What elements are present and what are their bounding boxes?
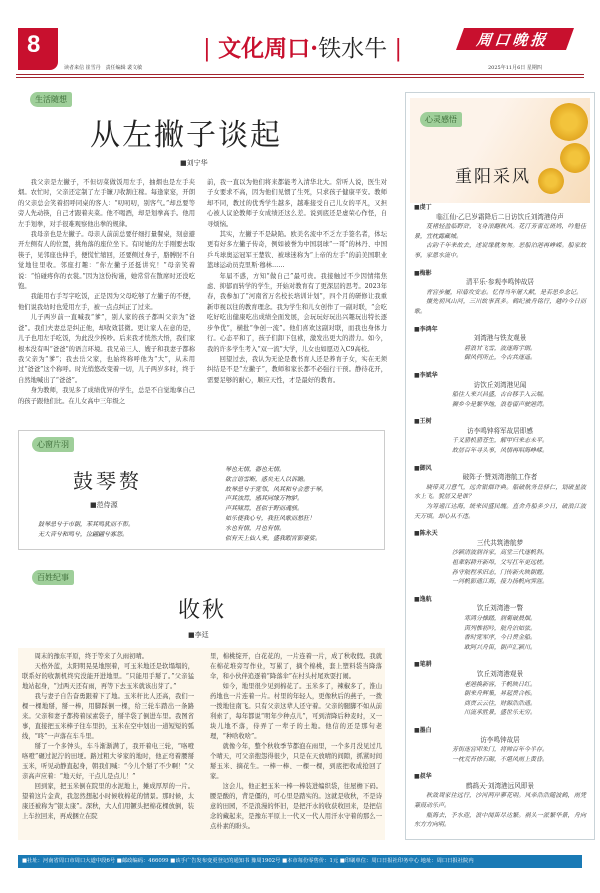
poem-title: 临江仙·乙巳岁霜降后二日访饮丘刘湾港侍声	[436, 212, 564, 221]
poem-line: 朝来舟辉集，昇起贯合栎。	[463, 690, 536, 698]
paragraph: 身为教师，我见多了成绩优异的学生，总是不自觉地拿自己的孩子跟他们比。在儿女高中三年级之	[18, 387, 195, 405]
poem-line: 老港换新容，千帆映日红。	[463, 680, 536, 688]
paragraph: 如今，地里很少见到棉花了。玉米多了，辣椒多了，淮山药地也一片连着一片。村里的年轻人，更像秋后的燕子，一拨一拨地往南飞。只有父亲这辈人还守着。父亲的腿脚不如从前利索了，每年都说“明年少种点儿”，可到清降后种麦时，又一块儿地不落，侍弄了一辈子的土地。他信的还是那句老理，“种啥收啥”。	[210, 683, 382, 740]
poem-author: ■御风	[414, 464, 432, 472]
poem-title: 饮丘刘湾港一瞥	[476, 604, 524, 613]
poem-line: 声其啸焉，甚似于野而魂骇。	[225, 505, 304, 513]
poem-paragraph: 攘先初风山河，三川故事真多。鹤纪被舟铭行，越吟今日而歌。	[414, 298, 586, 315]
paragraph: 我能用右手写字吃饭，正是因为父母吃够了左撇子的不便，他们说我幼时也爱用左手，被一点点纠正了过来。	[18, 293, 195, 311]
article-author: ■刘宁华	[180, 159, 208, 167]
issue-date: 2025年11月6日 星期四	[488, 65, 542, 71]
poem-paragraph: 古韵千年来故去，述说缘就匆匆。恶船泊港再峥嵘。船家故事，家恩水流中。	[414, 242, 586, 259]
poem-paragraph: 秋敛周家往远行，沙河两岸蓼花明。风牵浩浩随波鹤，雨凭蒹葭动乐声。	[414, 792, 586, 810]
poem-line: 御风何所止，今古共逐遥。	[463, 354, 536, 362]
poem-entry	[414, 371, 586, 409]
poem-entry	[414, 325, 586, 363]
poem-paragraph: 芨褚轻盈临野浒，飞身滚翻秋风。花汀芳蕾近斑鸠，吟魁佳景，宜枕露藏城。	[414, 223, 586, 240]
poem-list	[414, 203, 586, 838]
poem-line: 狮乡今是繁华地，浪卷留声驶港湾。	[451, 400, 548, 408]
poem-paragraph: 青宫步履，印盾攻安志。忆得当年屠大献，是若思乡念记。	[426, 288, 583, 296]
subsection-title: 铁水牛	[318, 36, 388, 62]
column-tag: 心窗片羽	[32, 437, 74, 452]
paragraph: 我母亲也是左撇子。母亲人前前总要仔细打量餐桌，刻意避开左侧有人的位置，挑角落的座位坐下。有时她的左手刚要去取筷子，见邻座也伸手，便慌忙缩回，还要侧过身子，胳膊肘不自觉地往里收。邻座打趣：“你左撇子还挺讲究！”母亲笑着说：“怕碰疼你的衣裳。”因为这份拘谨，她常常在散席时还没吃饱。	[18, 231, 195, 291]
editor-credits: 读者来信 崔雪丹 责任编辑 裴文敏	[64, 65, 143, 71]
poem-author: ■梅影	[414, 269, 432, 277]
paragraph: 回望过去，我认为无论是教书育人还是养育子女，实在无须纠结是不是“左撇子”，教师和家长都不必强行干预。静待花开，需要足够的耐心，顺应天性，才是最好的教育。	[207, 355, 387, 384]
poem-line: 故琴忌兮于宽邻，风其和兮会意于琴。	[225, 485, 328, 493]
poem-entry	[414, 772, 586, 830]
poem-entry	[414, 595, 586, 653]
separator: ·	[310, 35, 319, 62]
poem-line: 商贾云云往，财源浩浩通。	[463, 699, 536, 707]
article-title: 鼓琴赘	[73, 469, 142, 493]
section-title: 文化周口	[218, 35, 311, 62]
article-column	[210, 652, 382, 832]
poem-line: 一枕荒苔徐石砌，不堪风雨上黄昏。	[451, 755, 548, 763]
poem-line: 寒鸿分操踏，润菊破晨烟。	[463, 614, 536, 622]
poem-line: 川流承胜景，盛世乐无穷。	[463, 709, 536, 717]
page-number: 8	[18, 28, 58, 70]
poem-author: ■王树	[414, 418, 432, 426]
poem-line: 琴也无情，器也无情。	[225, 466, 286, 473]
poem-line: 无大音兮和鸣兮，泣翩翩兮寡怨。	[38, 531, 129, 538]
article-column	[207, 178, 387, 386]
poem-line: 一河帆影通江海，接力扬帆向霁涯。	[451, 578, 548, 586]
poem-title: 访饮丘刘湾港见闻	[473, 380, 527, 389]
poem-line: 芳街迷宫叩朱门，将帅百年今半存。	[451, 746, 548, 754]
sidebar-title: 重阳采风	[455, 167, 531, 187]
poem-line: 碧浪甘飞雪，波逐海宇朗。	[463, 344, 536, 352]
article-column	[22, 652, 194, 822]
poem-line: 千叉猎机猎苍生，解甲归来志未平。	[451, 437, 548, 445]
article-author: ■李廷	[188, 631, 209, 639]
article-column	[18, 178, 195, 407]
poem-paragraph: 晓带灵刀意气，远舍银烟许典。船破航务岳驿仁，划破星波水上飞。貌居又是谁？	[414, 483, 586, 501]
poem-title: 鹧鸪天·刘湾港远风即景	[465, 781, 535, 790]
article-title: 收秋	[178, 598, 227, 623]
poem-line: 如乐使我心兮，我狂风歌而愁狂！	[225, 514, 316, 522]
footer-info: ■社址：河南省周口市周口大道中段6号 ■邮政编码：466099 ■该手广告发布变更登记的通知书 豫周1902号 ■本市每份零售价：1元 ■印刷单位：周口日报社印务中心 地址：周口日报社院内	[18, 855, 582, 868]
poem-line: 孙守航程承旧志，门传新火映朝霞。	[451, 568, 548, 576]
poem-line: 船往人来兴昌盛，古台移手入云端。	[451, 391, 548, 399]
poem-title: 饮丘刘湾港观景	[476, 669, 524, 678]
poem-title: 三代共筑港航梦	[476, 538, 524, 547]
paragraph: 前，我一直以为他们将来都能考入清华北大。常听人说，医生对子女要求不高，因为他们见惯了生死，只求孩子健康平安。教师却不同，教过的优秀学生越多，越难接受自己儿女的平凡，又担心被人议论教师子女成绩还这么差。说到底还是虚荣心作怪，自寻烦恼。	[207, 179, 387, 228]
poem-author: ■笔耕	[414, 661, 432, 669]
poem-entry	[414, 660, 586, 718]
poem-line: 祖辈躬耕开新埠，父写扛年更远槎。	[451, 559, 548, 566]
poem-author: ■叔华	[414, 773, 432, 781]
poem-paragraph: 为筹通江达海，统来因盛民魄。直舍舟船多少日，破浪江波天万顷。却心从不违。	[414, 503, 586, 520]
paragraph: 我与妻子自告奋勇跟着下了地。玉米秆比人还高，我们一棵一棵地掰，掰一棒，用脚踩倒一棵，给三轮车踏出一条路来。父亲和妻子都挎着尿素袋子，掰半袋了倒进车里。我图省事，直接把玉米棒子往车里扔，玉米在空中划出一道短短的弧线，“咚”一声落在车斗里。	[22, 693, 194, 740]
article-title: 从左撇子谈起	[90, 118, 282, 153]
poem-line: 欲言语雪断，惑矣无人以诉瞻。	[225, 475, 310, 483]
poem-line: 沙颍清波润谷家，高堂三代逐帆斜。	[451, 549, 548, 557]
poem-author: ■逸航	[414, 595, 432, 603]
paragraph: 就像今年，整个秋收季节都泡在雨里，一个多月没见过几个晴天，可父亲抱怨得很少，只是在天放晴的间隙，抓紧时间掰玉米、摘花生。一棒一棒、一棵一棵，到底把收成抢回了家。	[210, 743, 382, 780]
paragraph: 其实，左撇子不是缺陷。欧美名流中不乏左手签名者，体坛更有好多左撇子传奇，例如被誉为中国羽球“一哥”的林丹、中国乒乓球奥运冠军王楚钦、被球迷称为“上帝的左手”的前美国职业篮球运动员克里斯·穆林……	[207, 231, 387, 270]
poem-entry	[414, 417, 586, 455]
column-tag: 百姓纪事	[32, 570, 74, 585]
paragraph: 我父亲是左撇子，不但切菜做饭用左手，抽烟也是左手夹烟。农忙时，父亲还定制了左手镰刀收割庄稼。每逢家宴，开朗的父亲总会笑着招呼同桌的客人：“叨叨叨，别客气。”却总要等旁人先动筷，自己才跟着夹菜。他不喝酒，却是划拳高手。他用左手划拳，对手很难观察他出拳的规律。	[18, 179, 195, 228]
paragraph: 这会儿，他正把玉米一棒一棒装进编织袋，往屋檐下码。腰是酸的，背是僵的，可心里是踏实的。这就是收秋，不是诗意的田园，不是浪漫的怀旧，是把汗水的收获收回来，是把信念的藏起来，是豫东平原上一代又一代人用汗水守着的那么一点朴素的盼头。	[210, 783, 382, 830]
paragraph: 里，棉桃绽开，白花花的，一片连着一片，成了秋收假。我就在棉花堆旁写作业，写累了，摘个棉桃，套上塑料袋当降落伞，和小伙伴追逐着“降落伞”在村头村尾欢耍打闹。	[210, 653, 382, 680]
poem-line: 欧阿兴舟笛，朝声汇颍川。	[463, 643, 536, 651]
poem-title: 刘湾港与铁友观景	[473, 334, 527, 343]
column-tag: 心灵感悟	[420, 112, 462, 127]
poem-body	[225, 465, 327, 543]
poem-author: ■虔丁	[414, 204, 432, 211]
paragraph: 年届不惑，方知“做自己”最可贵。我接触过不少因情绪焦虑、抑郁而转学的学生，开始对教育有了更深层的思考。2023年春，我参加了“河南省万名校长培训计划”，四个月的研修让我重新审视以往的教育理念。我为学生和儿女创作了一副对联，“会吃吃好吃出健康吃出成绩全面发展，会玩玩好玩出兴趣玩出特长逐步争优”，横批“争创一流”。他们喜欢这副对联，而我也身体力行。心态平和了，孩子们卸下包袱，激发出更大的潜力。如今，我的许多学生考入“双一流”大学，儿女也如愿迈入C9高校。	[207, 272, 387, 353]
poem-intro	[38, 520, 134, 540]
poem-title: 清平乐·参观李鸣钟故居	[465, 278, 535, 287]
paragraph: 回到家，把玉米倒在院里的水泥地上，摊成厚厚的一片。望着这片金黄，我忽然想起小时候收棉花的情景。那时候，太康还被称为“银太康”。深秋，大人们用镢头把棉花棵放倒，装上车拉回来，再成捆立在院	[22, 783, 194, 820]
poem-title: 访李鸣钟将军故居即感	[467, 426, 533, 435]
poem-title: 访李鸣钟故居	[480, 735, 520, 744]
poem-author: ■李斌华	[414, 371, 438, 379]
poem-line: 似有天上仙人来，盛我暇宵影婆娑。	[225, 534, 322, 542]
poem-line: 香时宽军序，今日贯金船。	[463, 634, 536, 642]
poem-author: ■墨白	[414, 726, 432, 734]
poem-line: 声其浊焉，感其同缘万物胪。	[225, 495, 304, 503]
article-author: ■范侍源	[90, 501, 118, 509]
paragraph: 周末的豫东平原，终于等来了久雨初晴。	[34, 653, 148, 660]
poem-title: 破阵子·赞刘湾港航工作者	[462, 473, 538, 482]
poem-entry	[414, 464, 586, 522]
poem-line: 鼓琴忌兮于市朝，苯其鸣犹而不彰。	[38, 521, 135, 528]
poem-line: 茵列惟初吟，航舟泊如弦。	[463, 624, 536, 632]
poem-author: ■李鸿年	[414, 325, 438, 333]
poem-entry	[414, 529, 586, 587]
newspaper-logo: 周口晚报	[456, 28, 574, 50]
poem-entry	[414, 726, 586, 764]
paragraph: 掰了一个多钟头，车斗渐渐满了，我开着电三轮，“咯噔咯噔”碾过泥泞的田埂。路过粗大爷家的地时，他正弯着腰掰玉米，听见动静直起身，朝我们喊：“今儿个掰了不少啊！”父亲高声应着：“地天好，干点儿是点儿！”	[22, 743, 194, 780]
poem-line: 故居百年寻头事，风情再唱海峥嵘。	[451, 447, 548, 455]
poem-line: 水也有情，月也有情。	[225, 524, 286, 532]
header-rule	[16, 74, 584, 78]
poem-entry	[414, 269, 586, 317]
poem-paragraph: 瓶海去，予水迎，浪中闻笛尽达繁。祸头一派繁华景，舟向东方方向明。	[414, 811, 586, 829]
poem-entry	[414, 203, 586, 261]
poem-author: ■陈永天	[414, 530, 438, 538]
column-tag: 生活随想	[30, 92, 72, 107]
paragraph: 天格外蓝，太阳明晃晃地照着，可玉米地还是软塌塌的，联系好的收割机终究没能开进地里。“只能用手掰了。”父亲猛地站起身，“过两天还有雨，再等下去玉米就该出芽了。”	[22, 663, 194, 690]
paragraph: 儿子两岁前一直喊我“爹”，别人家的孩子都叫父亲为“爸爸”。我们夫妻总是纠正他，却收效甚微。更让家人在意的是，儿子也用左手吃饭，为此没少挨吵。后来我才恍然大悟，我们家根本没有叫“爸爸”的语言环境。我兄弟三人、嫂子和我妻子都称我父亲为“爹”；我去岳父家，也始终称呼他为“大”，从未用过“爸爸”这个称呼。时光悄悠改变着一切，儿子两岁多时，终于自然地喊出了“爸爸”。	[18, 314, 195, 384]
section-masthead: | 文化周口·铁水牛 |	[203, 35, 403, 62]
